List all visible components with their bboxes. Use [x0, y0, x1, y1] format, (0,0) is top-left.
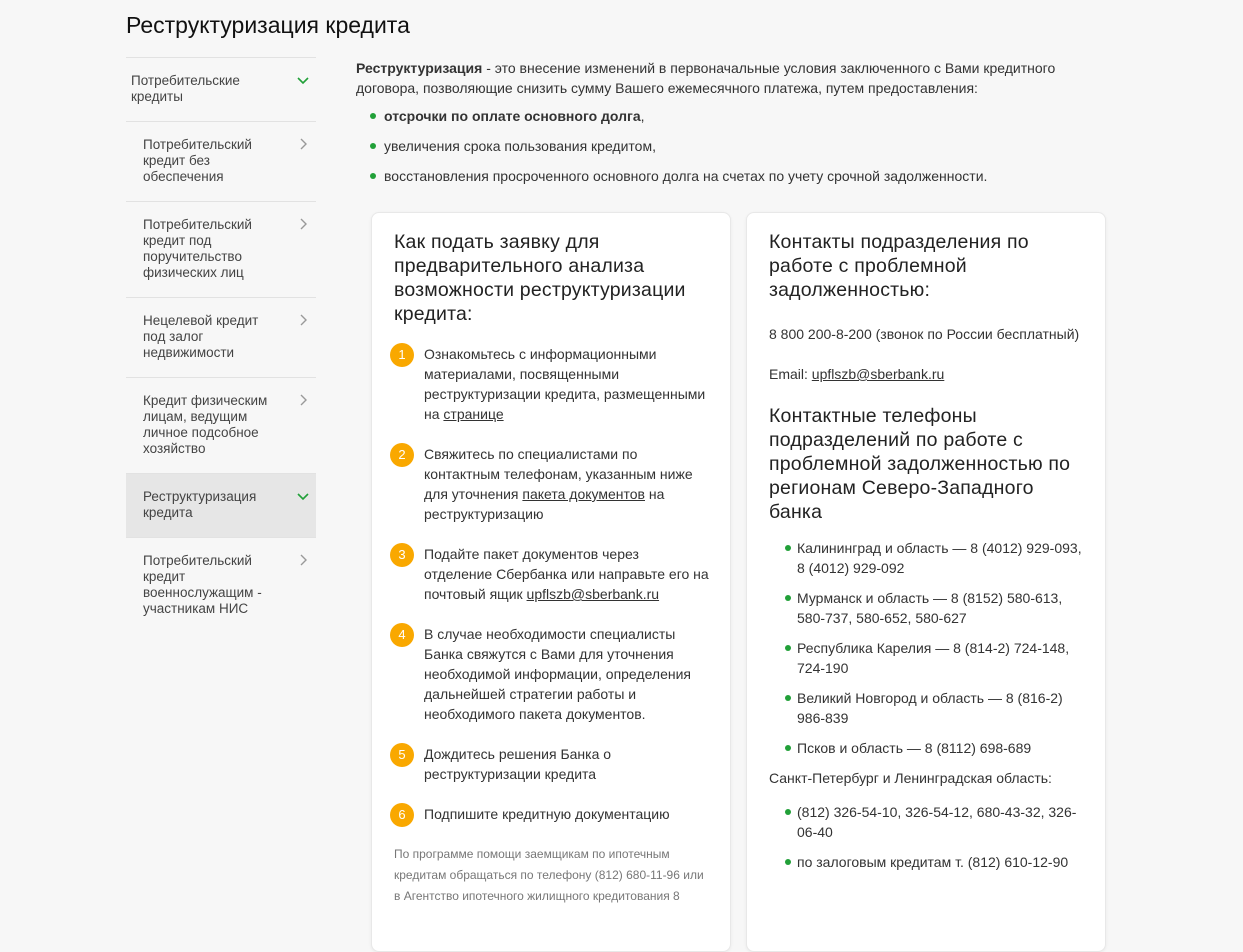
- step-item: 4 В случае необходимости специалисты Банка свяжутся с Вами для уточнения необходимой информации, определения дальнейшей стратегии работы и необходимого пакета документов.: [394, 624, 710, 724]
- contact-phone: 8 800 200-8-200 (звонок по России бесплатный): [769, 326, 1080, 342]
- list-item: Псков и область — 8 (8112) 698-689: [785, 738, 1085, 758]
- step-number-badge: 5: [390, 743, 414, 767]
- sidebar-item-label: Потребительские кредиты: [131, 73, 240, 104]
- chevron-right-icon: [296, 553, 310, 567]
- list-item: отсрочки по оплате основного долга,: [370, 106, 1116, 126]
- list-item: увеличения срока пользования кредитом,: [370, 136, 1116, 156]
- sidebar-item-label: Потребительский кредит без обеспечения: [143, 137, 252, 184]
- sidebar-item-consumer-credits[interactable]: [126, 57, 316, 121]
- chevron-right-icon: [296, 393, 310, 407]
- intro-section: [356, 58, 1116, 196]
- intro-term: Реструктуризация: [356, 60, 483, 76]
- step-item: 3 Подайте пакет документов через отделение Сбербанка или направьте его на почтовый ящик upflszb@sberbank.ru: [394, 544, 710, 604]
- sidebar-item-restructuring[interactable]: [126, 473, 316, 537]
- regions-title: Контактные телефоны подразделений по работе с проблемной задолженностью по регионам Северо-Западного банка: [769, 405, 1071, 523]
- list-item: Великий Новгород и область — 8 (816-2) 986-839: [785, 688, 1085, 728]
- sidebar-item-label: Потребительский кредит под поручительство физических лиц: [143, 217, 252, 280]
- email-link[interactable]: upflszb@sberbank.ru: [526, 586, 660, 602]
- chevron-right-icon: [296, 137, 310, 151]
- step-item: 2 Свяжитесь по специалистами по контактным телефонам, указанным ниже для уточнения пакета документов на реструктуризацию: [394, 444, 710, 524]
- regions-list: [785, 538, 1085, 758]
- step-number-badge: 4: [390, 623, 414, 647]
- chevron-down-icon: [296, 489, 310, 503]
- chevron-right-icon: [296, 217, 310, 231]
- sidebar-item-label: Нецелевой кредит под залог недвижимости: [143, 313, 259, 360]
- sidebar-item-military-credit[interactable]: [126, 537, 316, 633]
- contact-email-row: Email: upflszb@sberbank.ru: [769, 366, 945, 382]
- contact-email-link[interactable]: upflszb@sberbank.ru: [811, 366, 945, 382]
- list-item: по залоговым кредитам т. (812) 610-12-90: [785, 852, 1085, 872]
- sidebar-item-label: Реструктуризация кредита: [143, 489, 257, 520]
- step-item: 6 Подпишите кредитную документацию: [394, 804, 710, 824]
- spb-list: [785, 802, 1085, 872]
- list-item: Калининград и область — 8 (4012) 929-093, 8 (4012) 929-092: [785, 538, 1085, 578]
- sidebar-menu: [126, 57, 316, 633]
- sidebar-item-farm-credit[interactable]: [126, 377, 316, 473]
- list-item: Республика Карелия — 8 (814-2) 724-148, 724-190: [785, 638, 1085, 678]
- sidebar-item-label: Потребительский кредит военнослужащим - участникам НИС: [143, 553, 262, 616]
- chevron-right-icon: [296, 313, 310, 327]
- sidebar-item-unsecured-credit[interactable]: [126, 121, 316, 201]
- sidebar-item-label: Кредит физическим лицам, ведущим личное подсобное хозяйство: [143, 393, 268, 456]
- contacts-title: Контакты подразделения по работе с проблемной задолженностью:: [769, 231, 1029, 301]
- contacts-card: [746, 212, 1106, 952]
- intro-bullets: [370, 106, 1116, 186]
- step-item: 1 Ознакомьтесь с информационными материалами, посвященными реструктуризации кредита, размещенными на странице: [394, 344, 710, 424]
- spb-title: Санкт-Петербург и Ленинградская область:: [769, 770, 1052, 786]
- apply-steps: [394, 344, 710, 824]
- step-number-badge: 3: [390, 543, 414, 567]
- chevron-down-icon: [296, 73, 310, 87]
- mortgage-note: По программе помощи заемщикам по ипотечным кредитам обращаться по телефону (812) 680-11-96 или в Агентство ипотечного жилищного кредитования 8: [394, 847, 704, 903]
- sidebar-item-guarantee-credit[interactable]: [126, 201, 316, 297]
- page-link[interactable]: странице: [443, 406, 504, 422]
- step-item: 5 Дождитесь решения Банка о реструктуризации кредита: [394, 744, 710, 784]
- list-item: (812) 326-54-10, 326-54-12, 680-43-32, 326-06-40: [785, 802, 1085, 842]
- list-item: восстановления просроченного основного долга на счетах по учету срочной задолженности.: [370, 166, 1116, 186]
- step-number-badge: 2: [390, 443, 414, 467]
- contact-info: [769, 324, 1085, 384]
- intro-paragraph: Реструктуризация - это внесение изменений в первоначальные условия заключенного с Вами кредитного договора, позволяющие снизить сумму Вашего ежемесячного платежа, путем предоставления:: [356, 60, 1056, 96]
- apply-title: Как подать заявку для предварительного анализа возможности реструктуризации кредита:: [394, 231, 686, 325]
- documents-package-link[interactable]: пакета документов: [522, 486, 645, 502]
- sidebar-item-real-estate-credit[interactable]: [126, 297, 316, 377]
- step-number-badge: 6: [390, 803, 414, 827]
- list-item: Мурманск и область — 8 (8152) 580-613, 580-737, 580-652, 580-627: [785, 588, 1085, 628]
- apply-card: [371, 212, 731, 952]
- page-title: Реструктуризация кредита: [126, 12, 410, 38]
- step-number-badge: 1: [390, 343, 414, 367]
